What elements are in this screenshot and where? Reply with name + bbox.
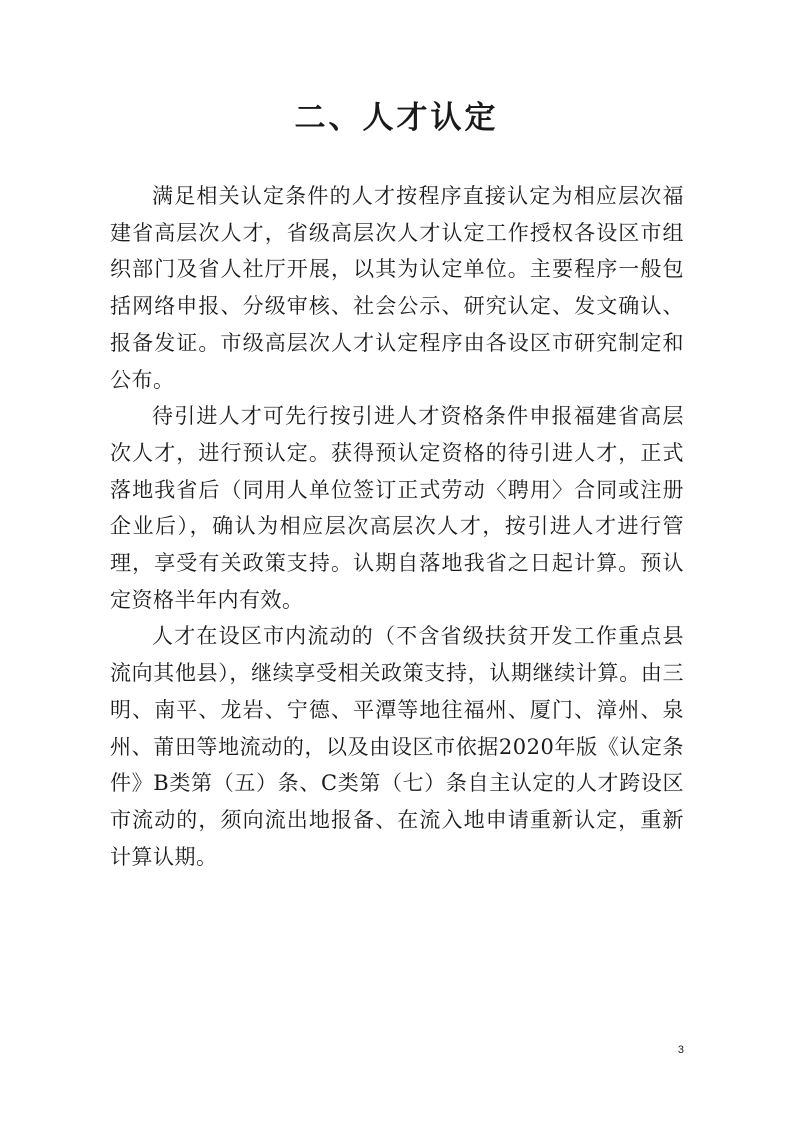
paragraph-direct-certification: 满足相关认定条件的人才按程序直接认定为相应层次福建省高层次人才，省级高层次人才认定工作授权各设区市组织部门及省人社厅开展，以其为认定单位。主要程序一般包括网络申报、分级审核、社会公示、研究认定、发文确认、报备发证。市级高层次人才认定程序由各设区市研究制定和公布。 [110, 184, 684, 392]
section-title: 二、人才认定 [294, 100, 499, 136]
body-text [110, 178, 684, 875]
page-number: 3 [677, 1044, 684, 1056]
paragraph-talent-mobility: 人才在设区市内流动的（不含省级扶贫开发工作重点县流向其他县），继续享受相关政策支持，认期继续计算。由三明、南平、龙岩、宁德、平潭等地往福州、厦门、漳州、泉州、莆田等地流动的，以及由设区市依据2020年版《认定条件》B类第（五）条、C类第（七）条自主认定的人才跨设区市流动的，须向流出地报备、在流入地申请重新认定，重新计算认期。 [110, 624, 684, 869]
paragraph-pre-certification: 待引进人才可先行按引进人才资格条件申报福建省高层次人才，进行预认定。获得预认定资格的待引进人才，正式落地我省后（同用人单位签订正式劳动〈聘用〉合同或注册企业后），确认为相应层次高层次人才，按引进人才进行管理，享受有关政策支持。认期自落地我省之日起计算。预认定资格半年内有效。 [110, 404, 684, 612]
